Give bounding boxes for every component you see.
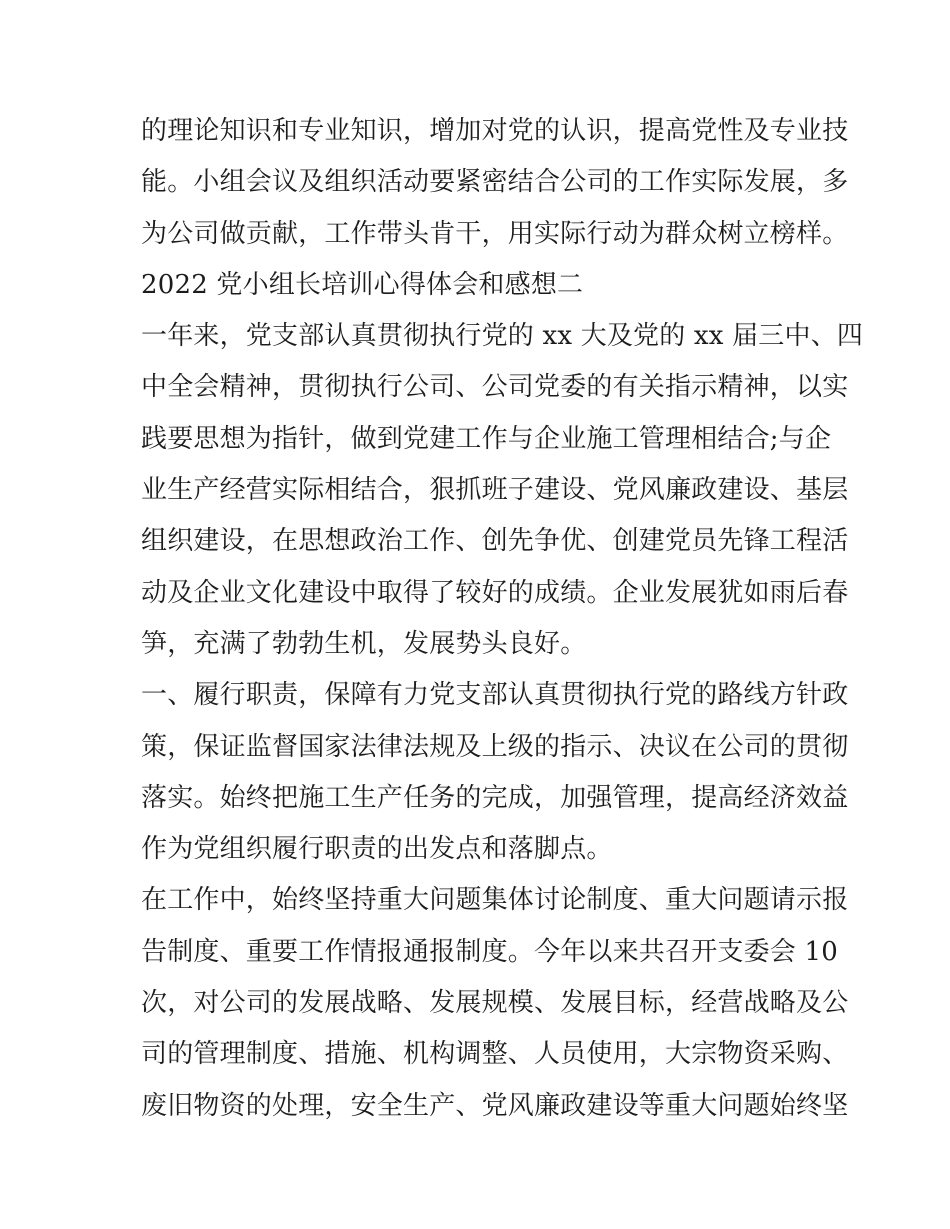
text-line: 组织建设，在思想政治工作、创先争优、创建党员先锋工程活 xyxy=(141,526,849,557)
text-line: 废旧物资的处理，安全生产、党风廉政建设等重大问题始终坚 xyxy=(141,1090,849,1121)
text-line: 中全会精神，贯彻执行公司、公司党委的有关指示精神，以实 xyxy=(141,372,849,403)
text-line: 作为党组织履行职责的出发点和落脚点。 xyxy=(141,834,613,865)
text-line: 在工作中，始终坚持重大问题集体讨论制度、重大问题请示报 xyxy=(141,885,849,916)
text-line: 告制度、重要工作情报通报制度。今年以来共召开支委会 10 xyxy=(141,936,838,967)
section-heading: 2022 党小组长培训心得体会和感想二 xyxy=(141,269,584,300)
text-line: 为公司做贡献，工作带头肯干，用实际行动为群众树立榜样。 xyxy=(141,218,849,249)
text-line: 一年来，党支部认真贯彻执行党的 xx 大及党的 xx 届三中、四 xyxy=(141,321,864,352)
document-body xyxy=(141,106,864,1132)
text-line: 次，对公司的发展战略、发展规模、发展目标，经营战略及公 xyxy=(141,988,849,1019)
text-line: 践要思想为指针，做到党建工作与企业施工管理相结合;与企 xyxy=(141,423,832,454)
text-line: 司的管理制度、措施、机构调整、人员使用，大宗物资采购、 xyxy=(141,1039,849,1070)
text-line: 落实。始终把施工生产任务的完成，加强管理，提高经济效益 xyxy=(141,782,849,813)
text-line: 笋，充满了勃勃生机，发展势头良好。 xyxy=(141,628,587,659)
text-line: 的理论知识和专业知识，增加对党的认识，提高党性及专业技 xyxy=(141,116,849,146)
text-line: 动及企业文化建设中取得了较好的成绩。企业发展犹如雨后春 xyxy=(141,577,849,608)
text-line: 一、履行职责，保障有力党支部认真贯彻执行党的路线方针政 xyxy=(141,680,849,711)
text-line: 业生产经营实际相结合，狠抓班子建设、党风廉政建设、基层 xyxy=(141,475,849,506)
text-line: 策，保证监督国家法律法规及上级的指示、决议在公司的贯彻 xyxy=(141,731,849,762)
text-line: 能。小组会议及组织活动要紧密结合公司的工作实际发展，多 xyxy=(141,167,849,198)
